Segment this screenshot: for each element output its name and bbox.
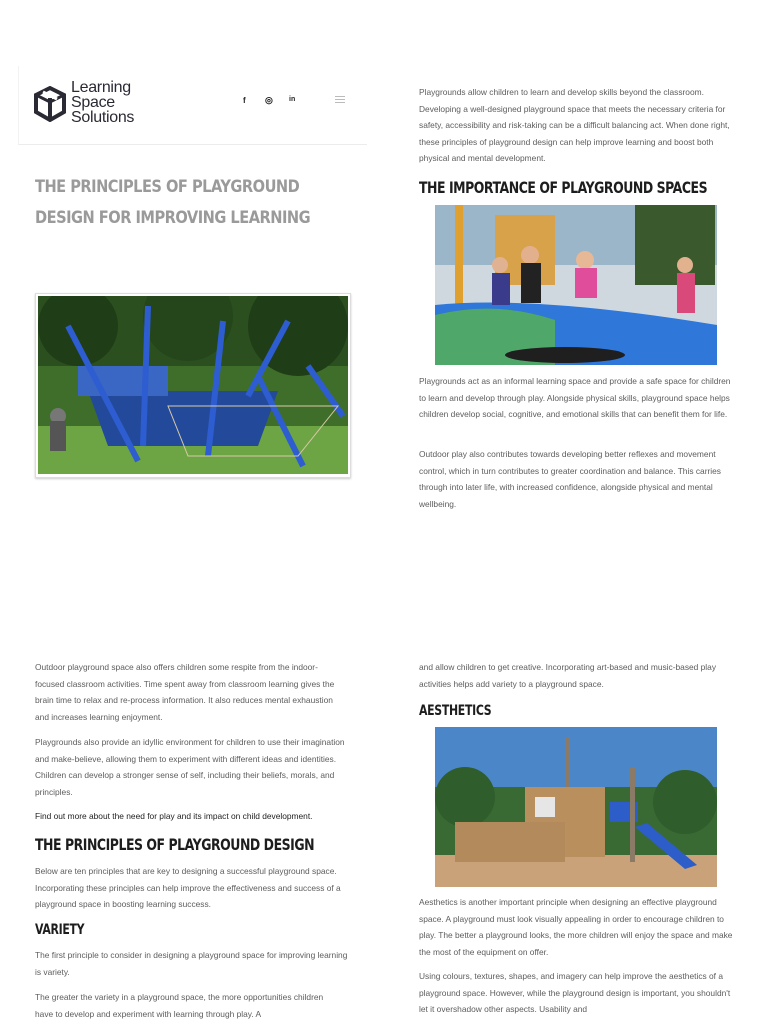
children-jumping-photo [435,205,717,365]
logo[interactable] [33,86,67,127]
importance-paragraph-1: Playgrounds act as an informal learning space and provide a safe space for children to learn and develop through play. Alongside physical skills, playground space helps children develop social, cognitive, and emotional skills that can benefit them for life. [419,376,731,420]
page-title: THE PRINCIPLES OF PLAYGROUND DESIGN FOR IMPROVING LEARNING [35,177,311,228]
creative-paragraph: and allow children to get creative. Incorporating art-based and music-based play activities helps add variety to a playground space. [419,662,717,689]
child-development-link[interactable]: Find out more about the need for play and its impact on child development. [35,811,313,821]
importance-paragraph-2: Outdoor play also contributes towards developing better reflexes and movement control, which in turn contributes to greater coordination and balance. This carries through into later life, with increased confidence, alongside physical and mental wellbeing. [419,449,721,509]
importance-heading: THE IMPORTANCE OF PLAYGROUND SPACES [419,178,708,197]
variety-paragraph-1: The first principle to consider in designing a playground space for improving learning is variety. [35,950,348,977]
logo-cube-icon [33,86,67,122]
principles-heading: THE PRINCIPLES OF PLAYGROUND DESIGN [35,835,315,854]
logo-text [71,80,134,125]
imagination-paragraph: Playgrounds also provide an idyllic environment for children to use their imagination and make-believe, allowing them to experiment with different ideas and identities. Children can develop a stronger sense of self, including their beliefs, morals, and principles. [35,737,345,797]
instagram-icon[interactable]: ◎ [265,95,273,105]
principles-paragraph: Below are ten principles that are key to designing a successful playground space. Incorporating these principles can help improve the effectiveness and success of a playground space in boosting learning success. [35,866,341,910]
wooden-ship-photo [435,727,717,887]
aesthetics-paragraph-1: Aesthetics is another important principle when designing an effective playground space. A playground must look visually appealing in order to encourage children to play. The better a playground looks, the more children will enjoy the space and make the most of the equipment on offer. [419,897,733,957]
logo-line-1: Learning [71,79,131,96]
logo-line-2: Space [71,94,115,111]
facebook-icon[interactable]: f [243,96,246,105]
logo-line-3: Solutions [71,109,135,126]
aesthetics-paragraph-2: Using colours, textures, shapes, and imagery can help improve the aesthetics of a playground space. However, while the playground design is important, you shouldn't let it overshadow other aspects. Usability and [419,971,731,1015]
respite-paragraph: Outdoor playground space also offers children some respite from the indoor-focused classroom activities. Time spent away from classroom learning gives the brain time to relax and re-process information. It also reduces mental exhaustion and increases learning enjoyment. [35,662,335,722]
variety-paragraph-2: The greater the variety in a playground space, the more opportunities children have to develop and experiment with learning through play. A [35,992,324,1019]
ship-playground-photo [35,293,351,478]
variety-heading: VARIETY [35,922,85,938]
linkedin-icon[interactable]: in [289,96,296,103]
aesthetics-heading: AESTHETICS [419,703,492,719]
intro-paragraph: Playgrounds allow children to learn and develop skills beyond the classroom. Developing a well-designed playground space that meets the necessary criteria for safety, accessibility and risk-taking can be a difficult balancing act. When done right, these principles of playground design can help improve learning and boost both physical and mental development. [419,87,730,164]
hamburger-menu-icon[interactable] [335,96,345,105]
site-header [18,66,367,145]
